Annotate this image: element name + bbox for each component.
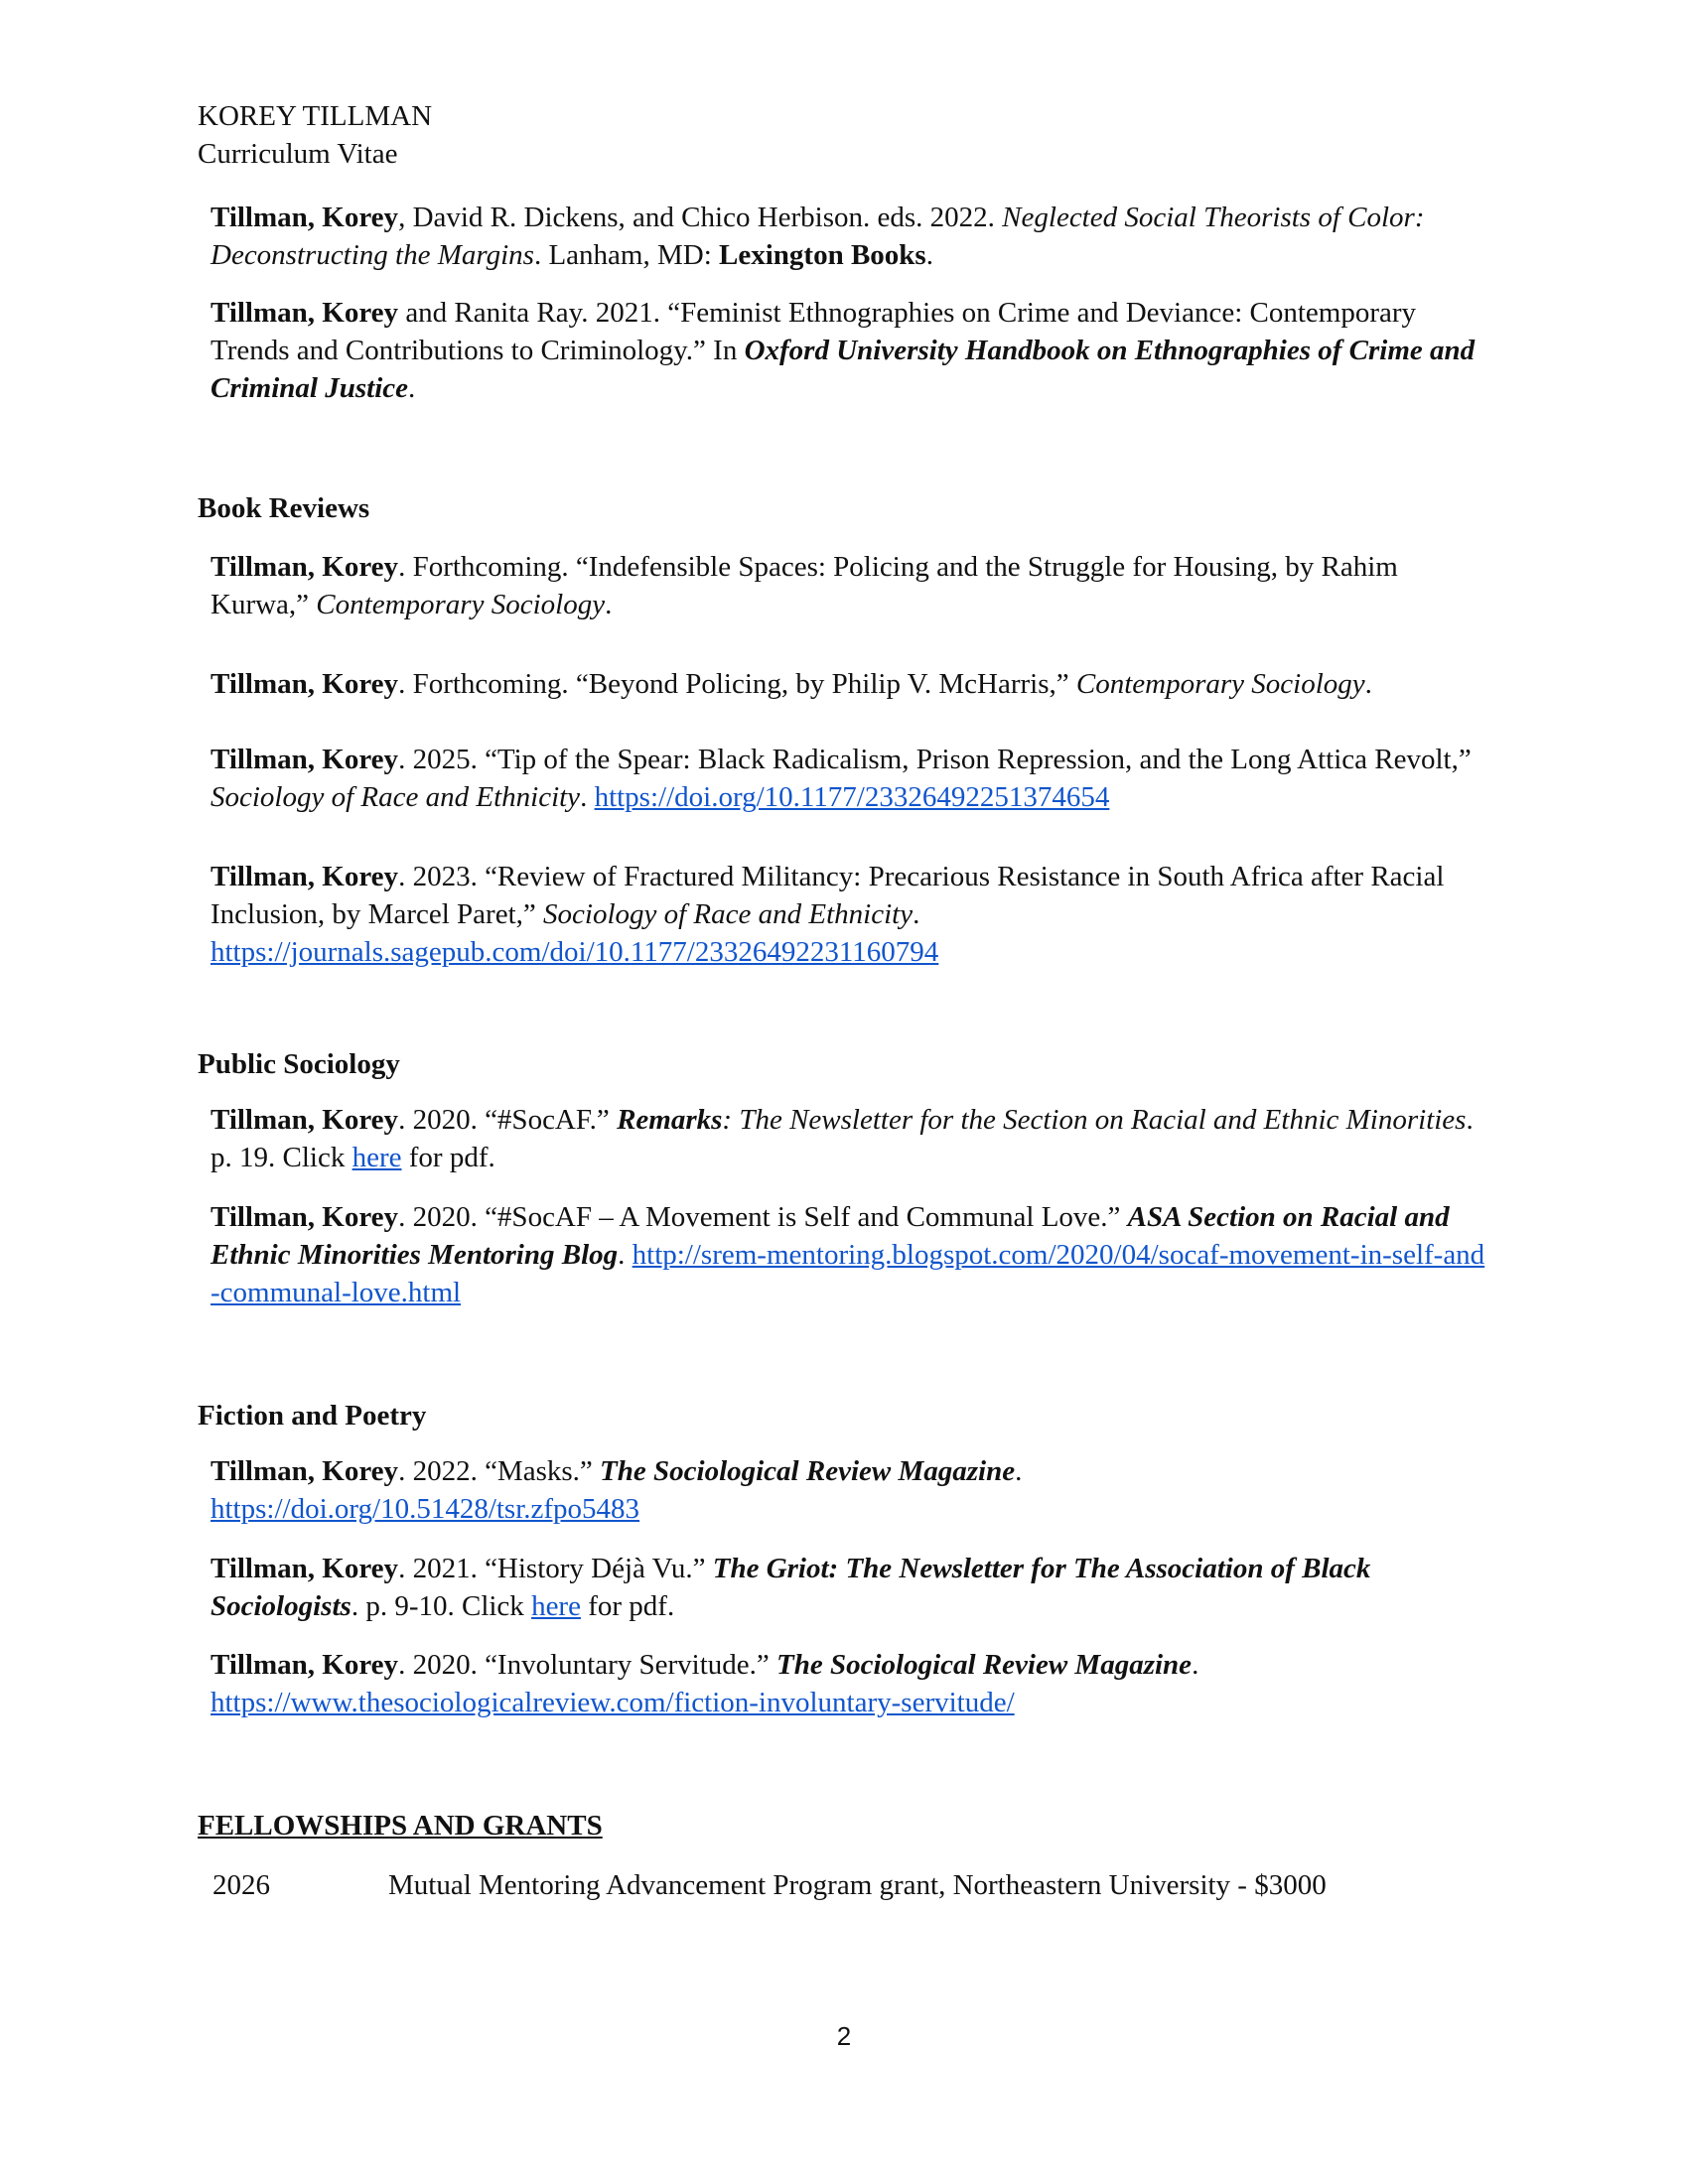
page-header bbox=[198, 97, 432, 173]
grant-year: 2026 bbox=[212, 1869, 270, 1901]
author-name: Tillman, Korey bbox=[211, 861, 399, 892]
blog-link[interactable]: http://srem-mentoring.blogspot.com/2020/04/socaf-movement-in-self-and-communal-love.html bbox=[211, 1239, 1485, 1308]
venue-title: Oxford University Handbook on Ethnographies of Crime and Criminal Justice bbox=[211, 335, 1476, 404]
fiction-entry: Tillman, Korey. 2022. “Masks.” The Sociological Review Magazine. https://doi.org/10.51428/tsr.zfpo5483 bbox=[211, 1455, 1023, 1525]
header-subtitle: Curriculum Vitae bbox=[198, 138, 398, 170]
author-name: Tillman, Korey bbox=[211, 202, 399, 233]
venue-title: Sociology of Race and Ethnicity bbox=[211, 781, 581, 813]
journal-link[interactable]: https://journals.sagepub.com/doi/10.1177/23326492231160794 bbox=[211, 936, 939, 968]
author-name: Tillman, Korey bbox=[211, 551, 399, 583]
book-review-entry: Tillman, Korey. Forthcoming. “Indefensible Spaces: Policing and the Struggle for Housing, by Rahim Kurwa,” Contemporary Sociology. bbox=[211, 551, 1398, 620]
publisher: Lexington Books bbox=[719, 239, 926, 271]
public-sociology-entry: Tillman, Korey. 2020. “#SocAF – A Movement is Self and Communal Love.” ASA Section on Racial and Ethnic Minorities Mentoring Blog. http://srem-mentoring.blogspot.com/2020/04/socaf-movement-in-self-and-communal-love.html bbox=[211, 1201, 1485, 1308]
doi-link[interactable]: https://doi.org/10.1177/23326492251374654 bbox=[594, 781, 1110, 813]
venue-title: The Sociological Review Magazine bbox=[776, 1649, 1193, 1681]
publication-entry: Tillman, Korey and Ranita Ray. 2021. “Feminist Ethnographies on Crime and Deviance: Contemporary Trends and Contributions to Criminology.” In Oxford University Handbook on Ethnographies of Crime and Criminal Justice. bbox=[211, 297, 1476, 404]
fiction-entry: Tillman, Korey. 2020. “Involuntary Servitude.” The Sociological Review Magazine. https://www.thesociologicalreview.com/fiction-involuntary-servitude/ bbox=[211, 1649, 1199, 1718]
venue-title-bold: Remarks bbox=[617, 1104, 723, 1136]
author-name: Tillman, Korey bbox=[211, 1649, 399, 1681]
grant-row bbox=[212, 1866, 1503, 1904]
public-sociology-entry: Tillman, Korey. 2020. “#SocAF.” Remarks: The Newsletter for the Section on Racial and Ethnic Minorities. p. 19. Click here for pdf. bbox=[211, 1104, 1474, 1173]
magazine-link[interactable]: https://www.thesociologicalreview.com/fiction-involuntary-servitude/ bbox=[211, 1687, 1015, 1718]
grant-description: Mutual Mentoring Advancement Program grant, Northeastern University - $3000 bbox=[388, 1869, 1327, 1901]
publication-entry: Tillman, Korey, David R. Dickens, and Chico Herbison. eds. 2022. Neglected Social Theorists of Color: Deconstructing the Margins. Lanham, MD: Lexington Books. bbox=[211, 202, 1425, 271]
venue-title: The Sociological Review Magazine bbox=[600, 1455, 1016, 1487]
author-name: Tillman, Korey bbox=[211, 1553, 399, 1584]
author-name: Tillman, Korey bbox=[211, 1104, 399, 1136]
pdf-link[interactable]: here bbox=[531, 1590, 581, 1622]
venue-title: ASA Section on Racial and Ethnic Minorities Mentoring Blog bbox=[211, 1201, 1450, 1271]
page-number: 2 bbox=[836, 2021, 852, 2051]
book-review-entry: Tillman, Korey. 2023. “Review of Fractured Militancy: Precarious Resistance in South Africa after Racial Inclusion, by Marcel Paret,” Sociology of Race and Ethnicity. https://journals.sagepub.com/doi/10.1177/23326492231160794 bbox=[211, 861, 1445, 968]
pdf-link[interactable]: here bbox=[352, 1142, 402, 1173]
venue-title: The Griot: The Newsletter for The Association of Black Sociologists bbox=[211, 1553, 1371, 1622]
author-name: Tillman, Korey bbox=[211, 1201, 399, 1233]
venue-title: Contemporary Sociology bbox=[1075, 668, 1365, 700]
section-heading-book-reviews: Book Reviews bbox=[198, 492, 370, 524]
author-name: Tillman, Korey bbox=[211, 744, 399, 775]
author-name: Tillman, Korey bbox=[211, 1455, 399, 1487]
section-heading-public-sociology: Public Sociology bbox=[198, 1048, 400, 1080]
fiction-entry: Tillman, Korey. 2021. “History Déjà Vu.” The Griot: The Newsletter for The Association of Black Sociologists. p. 9-10. Click here for pdf. bbox=[211, 1553, 1371, 1622]
author-name: Tillman, Korey bbox=[211, 297, 399, 329]
venue-title: Sociology of Race and Ethnicity bbox=[543, 898, 914, 930]
author-name: Tillman, Korey bbox=[211, 668, 399, 700]
section-heading-fellowships: FELLOWSHIPS AND GRANTS bbox=[198, 1810, 603, 1842]
section-heading-fiction-poetry: Fiction and Poetry bbox=[198, 1400, 427, 1432]
book-review-entry: Tillman, Korey. 2025. “Tip of the Spear: Black Radicalism, Prison Repression, and the Long Attica Revolt,” Sociology of Race and Ethnicity. https://doi.org/10.1177/23326492251374654 bbox=[211, 744, 1472, 813]
book-review-entry: Tillman, Korey. Forthcoming. “Beyond Policing, by Philip V. McHarris,” Contemporary Sociology. bbox=[211, 668, 1372, 700]
book-title: Neglected Social Theorists of Color: Deconstructing the Margins bbox=[211, 202, 1425, 271]
doi-link[interactable]: https://doi.org/10.51428/tsr.zfpo5483 bbox=[211, 1493, 640, 1525]
header-name: KOREY TILLMAN bbox=[198, 100, 433, 132]
venue-title-rest: : The Newsletter for the Section on Racial and Ethnic Minorities bbox=[722, 1104, 1467, 1136]
venue-title: Contemporary Sociology bbox=[316, 589, 606, 620]
